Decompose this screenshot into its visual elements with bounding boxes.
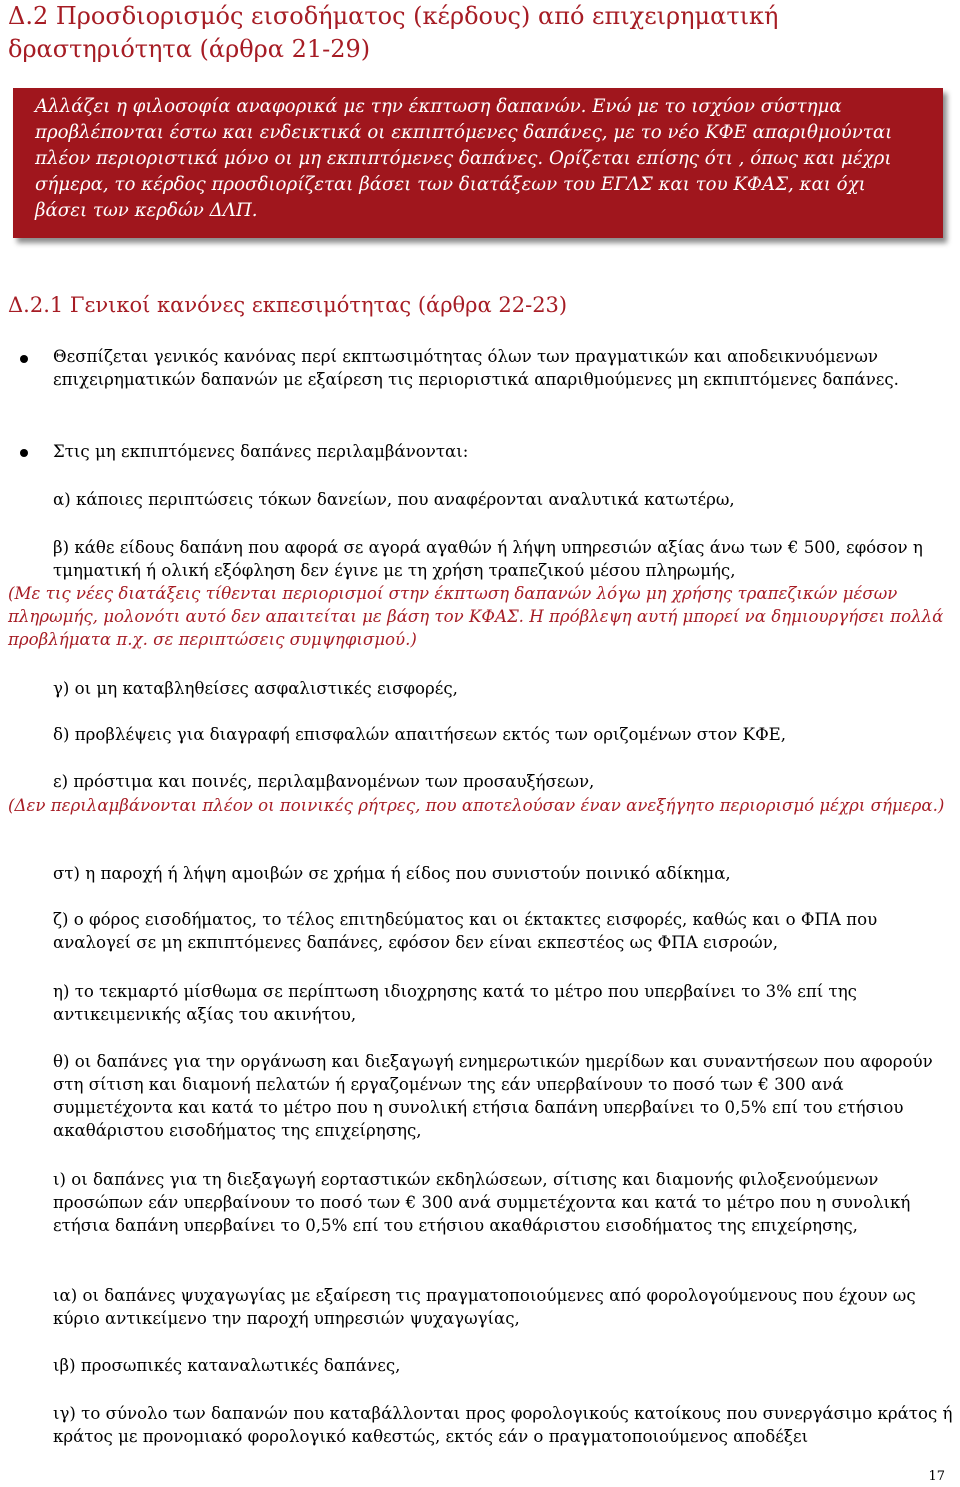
list-item-ib: ιβ) προσωπικές καταναλωτικές δαπάνες, bbox=[53, 1356, 401, 1375]
summary-callout-box bbox=[13, 88, 943, 238]
list-item-ia: ια) οι δαπάνες ψυχαγωγίας με εξαίρεση τις πραγματοποιούμενες από φορολογούμενους που έχουν ως κύριο αντικείμενο την παροχή υπηρεσιών ψυχαγωγίας, bbox=[53, 1286, 916, 1328]
list-item-h: η) το τεκμαρτό μίσθωμα σε περίπτωση ιδιοχρησης κατά το μέτρο που υπερβαίνει το 3% επί της αντικειμενικής αξίας του ακινήτου, bbox=[53, 982, 857, 1024]
subsection-heading: Δ.2.1 Γενικοί κανόνες εκπεσιμότητας (άρθρα 22-23) bbox=[8, 293, 568, 317]
list-item-a: α) κάποιες περιπτώσεις τόκων δανείων, που αναφέρονται αναλυτικά κατωτέρω, bbox=[53, 490, 735, 509]
summary-callout-text: Αλλάζει η φιλοσοφία αναφορικά με την έκπτωση δαπανών. Ενώ με το ισχύον σύστημα προβλέπονται έστω και ενδεικτικά οι εκπιπτόμενες δαπάνες, με το νέο ΚΦΕ απαριθμούνται πλέον περιοριστικά μόνο οι μη εκπιπτόμενες δαπάνες. Ορίζεται επίσης ότι , όπως και μέχρι σήμερα, το κέρδος προσδιορίζεται βάσει των διατάξεων του ΕΓΛΣ και του ΚΦΑΣ, και όχι βάσει των κερδών ΔΛΠ. bbox=[35, 96, 893, 221]
list-item-st: στ) η παροχή ή λήψη αμοιβών σε χρήμα ή είδος που συνιστούν ποινικό αδίκημα, bbox=[53, 864, 731, 883]
list-item-e: ε) πρόστιμα και ποινές, περιλαμβανομένων των προσαυξήσεων, bbox=[53, 772, 595, 791]
commentary-note-e: (Δεν περιλαμβάνονται πλέον οι ποινικές ρήτρες, που αποτελούσαν έναν ανεξήγητο περιορισμό μέχρι σήμερα.) bbox=[8, 796, 945, 815]
bullet-dot bbox=[20, 355, 28, 363]
list-item-th: θ) οι δαπάνες για την οργάνωση και διεξαγωγή ενημερωτικών ημερίδων και συναντήσεων που αφορούν στη σίτιση και διαμονή πελατών ή εργαζομένων της εάν υπερβαίνουν το ποσό των € 300 ανά συμμετέχοντα και κατά το μέτρο που η συνολική ετήσια δαπάνη υπερβαίνει το 0,5% επί του ετήσιου ακαθάριστου εισοδήματος της επιχείρησης, bbox=[53, 1052, 933, 1140]
list-item-i: ι) οι δαπάνες για τη διεξαγωγή εορταστικών εκδηλώσεων, σίτισης και διαμονής φιλοξενούμενων προσώπων εάν υπερβαίνουν το ποσό των € 300 ανά συμμετέχοντα και κατά το μέτρο που η συνολική ετήσια δαπάνη υπερβαίνει το 0,5% επί του ετήσιου ακαθάριστου εισοδήματος της επιχείρησης, bbox=[53, 1170, 911, 1235]
commentary-note-b: (Με τις νέες διατάξεις τίθενται περιορισμοί στην έκπτωση δαπανών λόγω μη χρήσης τραπεζικών μέσων πληρωμής, μολονότι αυτό δεν απαιτείται με βάση τον ΚΦΑΣ. Η πρόβλεψη αυτή μπορεί να δημιουργήσει πολλά προβλήματα π.χ. σε περιπτώσεις συμψηφισμού.) bbox=[8, 584, 944, 649]
list-item-ig: ιγ) το σύνολο των δαπανών που καταβάλλονται προς φορολογικούς κατοίκους που συνεργάσιμο κράτος ή κράτος με προνομιακό φορολογικό καθεστώς, εκτός εάν ο πραγματοποιούμενος αποδέξει bbox=[53, 1404, 953, 1446]
list-item-c: γ) οι μη καταβληθείσες ασφαλιστικές εισφορές, bbox=[53, 679, 458, 698]
list-item-b: β) κάθε είδους δαπάνη που αφορά σε αγορά αγαθών ή λήψη υπηρεσιών αξίας άνω των € 500, εφόσον η τμηματική ή ολική εξόφληση δεν έγινε με τη χρήση τραπεζικού μέσου πληρωμής, bbox=[53, 538, 923, 580]
list-item-z: ζ) ο φόρος εισοδήματος, το τέλος επιτηδεύματος και οι έκτακτες εισφορές, καθώς και ο ΦΠΑ που αναλογεί σε μη εκπιπτόμενες δαπάνες, εφόσον δεν είναι εκπεστέος ως ΦΠΑ εισροών, bbox=[53, 910, 878, 952]
page-number: 17 bbox=[928, 1469, 945, 1484]
bullet-non-deductible-intro: Στις μη εκπιπτόμενες δαπάνες περιλαμβάνονται: bbox=[53, 442, 469, 461]
list-item-d: δ) προβλέψεις για διαγραφή επισφαλών απαιτήσεων εκτός των οριζομένων στον ΚΦΕ, bbox=[53, 725, 787, 744]
bullet-dot bbox=[20, 449, 28, 457]
bullet-general-rule: Θεσπίζεται γενικός κανόνας περί εκπτωσιμότητας όλων των πραγματικών και αποδεικνυόμενων επιχειρηματικών δαπανών με εξαίρεση τις περιοριστικά απαριθμούμενες μη εκπιπτόμενες δαπάνες. bbox=[53, 347, 899, 389]
section-heading: Δ.2 Προσδιορισμός εισοδήματος (κέρδους) από επιχειρηματική δραστηριότητα (άρθρα 21-29) bbox=[8, 2, 779, 63]
